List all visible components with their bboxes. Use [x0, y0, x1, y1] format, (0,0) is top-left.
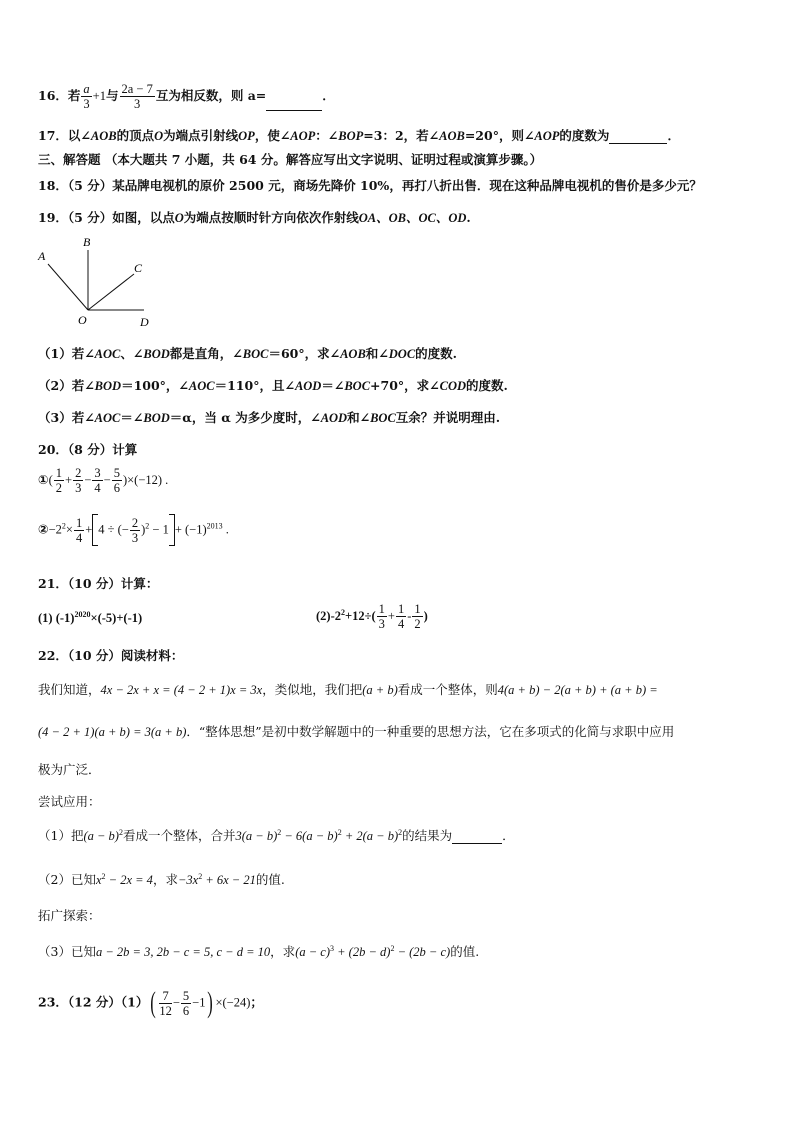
fraction-a-over-3: $\frac{a}{3}$: [83, 82, 90, 111]
question-19-part-1: （1）若∠AOC、∠BOD都是直角，∠BOC＝60°，求∠AOB和∠DOC的度数.: [38, 346, 458, 361]
answer-blank-17[interactable]: [609, 143, 667, 144]
question-23: 23．（12 分）（1）( $\frac{7}{12}$ − $\frac{5}{6}$ −1) ×(−24)；: [38, 986, 263, 1019]
answer-blank-22-1[interactable]: [452, 843, 502, 844]
question-19-part-2: （2）若∠BOD＝100°，∠AOC＝110°，且∠AOD＝∠BOC+70°，求∠COD的度数.: [38, 378, 508, 393]
question-19-part-3: （3）若∠AOC＝∠BOD＝α，当 α 为多少度时，∠AOD和∠BOC互余？并说明理由.: [38, 410, 501, 425]
section-heading: 三、解答题 （本大题共 7 小题，共 64 分。解答应写出文字说明、证明过程或演算步骤。）: [38, 152, 543, 167]
question-21-part-1: (1) $(-1)^{2020}\times(-5)+(-1)$: [38, 610, 143, 626]
question-17: 17．以∠AOB的顶点O为端点引射线OP，使∠AOP：∠BOP=3：2，若∠AOB=20°，则∠AOP的度数为 ．: [38, 128, 680, 143]
question-22-part-3: （3）已知a − 2b = 3, 2b − c = 5, c − d = 10，求$(a - c)^3 + (2b - d)^2 - (2b - c)$的值.: [38, 943, 480, 959]
label-B: B: [83, 235, 91, 249]
right-paren: ): [207, 986, 214, 1019]
question-22: 22．（10 分）阅读材料：: [38, 648, 184, 663]
question-22-part-1: （1）把$(a - b)^2$看成一个整体，合并$3(a - b)^2 - 6(a - b)^2 + 2(a - b)^2$的结果为 ．: [38, 827, 515, 843]
question-18: 18．（5 分）某品牌电视机的原价 2500 元，商场先降价 10%，再打八折出售．现在这种品牌电视机的售价是多少元？: [38, 178, 702, 193]
label-D: D: [140, 315, 149, 329]
question-20: 20．（8 分）计算: [38, 442, 138, 457]
angle-figure: [34, 232, 164, 332]
question-19: 19．（5 分）如图，以点O为端点按顺时针方向依次作射线OA、OB、OC、OD.: [38, 210, 471, 225]
question-22-paragraph-1: 我们知道，4x − 2x + x = (4 − 2 + 1)x = 3x，类似地，我们把(a + b)看成一个整体，则4(a + b) − 2(a + b) + (a + b) =: [38, 682, 658, 697]
label-C: C: [134, 261, 143, 275]
try-application-heading: 尝试应用：: [38, 794, 101, 809]
ray-OA: [48, 264, 88, 310]
extension-heading: 拓广探索：: [38, 908, 101, 923]
question-22-paragraph-2: (4 − 2 + 1)(a + b) = 3(a + b)．“整体思想”是初中数学解题中的一种重要的思想方法，它在多项式的化简与求职中应用: [38, 724, 675, 739]
label-O: O: [78, 313, 87, 327]
question-22-paragraph-3: 极为广泛．: [38, 762, 101, 777]
question-20-part-1: ①( $\frac{1}{2}$ + $\frac{2}{3}$ − $\frac{3}{4}$ − $\frac{5}{6}$ )×(−12) .: [38, 466, 169, 495]
label-A: A: [38, 249, 46, 263]
fraction-2a-7-over-3: $\frac{2a - 7}{3}$: [121, 82, 153, 111]
question-21-part-2: $(2)-2^2+12\div$( $\frac{1}{3}$ + $\frac{1}{4}$ - $\frac{1}{2}$ ): [316, 602, 428, 631]
left-paren: (: [150, 986, 157, 1019]
question-22-part-2: （2）已知$x^2 - 2x = 4$，求$-3x^2 + 6x - 21$的值.: [38, 871, 285, 887]
answer-blank-16[interactable]: [266, 110, 322, 111]
question-21: 21．（10 分）计算：: [38, 576, 159, 591]
ray-OC: [88, 274, 134, 310]
question-16: 16．若 $\frac{a}{3}$ +1与 $\frac{2a - 7}{3}$ 互为相反数，则 a= ．: [38, 82, 335, 111]
question-20-part-2: $②-2^2\times$ $\frac{1}{4}$ + 4 ÷ (− $\frac{2}{3}$ )$^2 - 1 + (-1)^{2013}$ .: [38, 515, 229, 545]
